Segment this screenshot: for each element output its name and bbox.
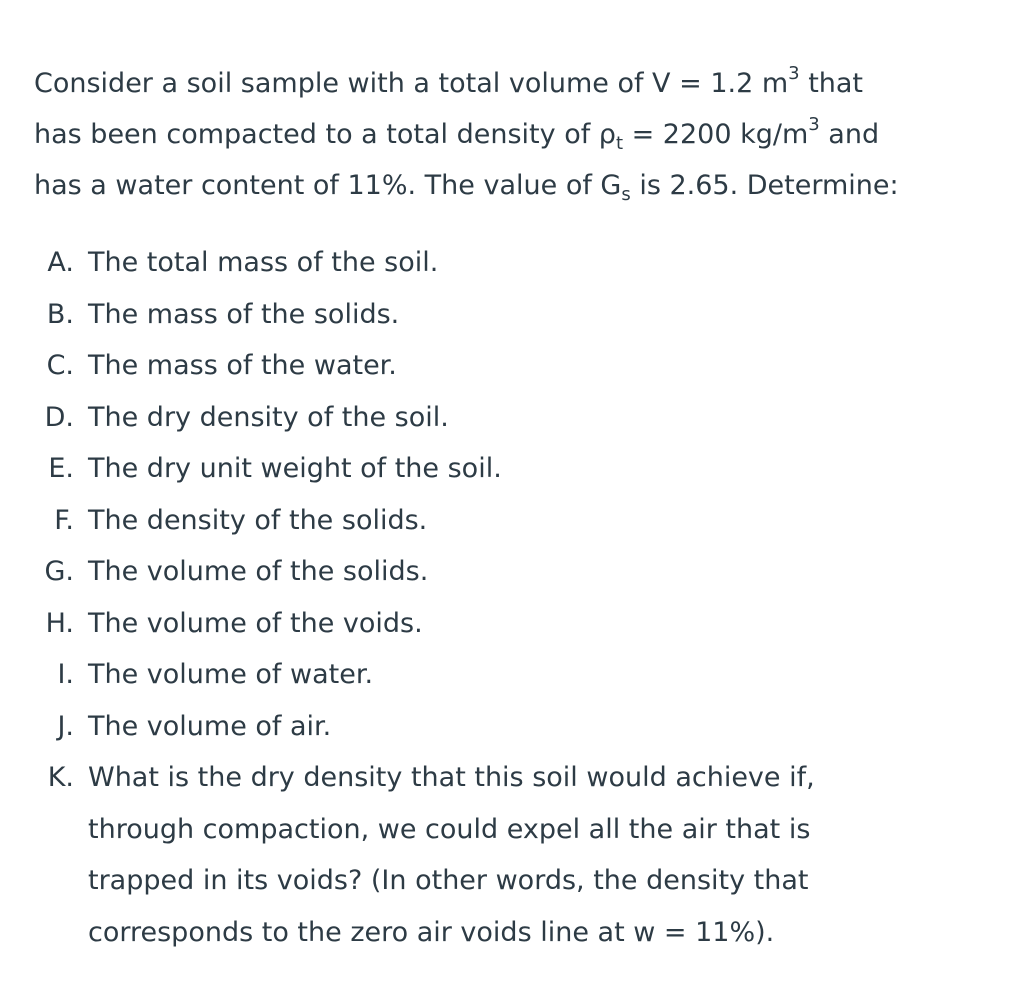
list-item-text: The volume of the voids. xyxy=(88,607,423,639)
list-item xyxy=(34,495,994,547)
intro-text: has been compacted to a total density of ρ xyxy=(34,119,616,150)
list-item xyxy=(34,649,994,701)
list-marker: A. xyxy=(47,247,74,278)
list-item-text: The volume of water. xyxy=(88,659,374,690)
list-item-text: The dry density of the soil. xyxy=(88,401,449,433)
list-item-text: The volume of the solids. xyxy=(88,556,429,587)
superscript: 3 xyxy=(788,63,800,84)
problem-statement xyxy=(34,58,994,211)
list-item-text: The total mass of the soil. xyxy=(88,247,439,278)
list-item xyxy=(34,701,994,753)
list-marker: D. xyxy=(44,401,74,433)
question-list xyxy=(34,237,994,958)
intro-text: = 2200 kg/m xyxy=(623,119,809,150)
list-marker: E. xyxy=(48,453,74,484)
question-content xyxy=(34,58,994,958)
list-item-text: The density of the solids. xyxy=(88,504,428,536)
list-item-text: The mass of the water. xyxy=(88,350,397,381)
list-item xyxy=(34,340,994,392)
list-marker: H. xyxy=(45,607,74,639)
list-item-text: The volume of air. xyxy=(88,710,332,742)
intro-text: Consider a soil sample with a total volume of V = 1.2 m xyxy=(34,68,789,99)
list-marker: F. xyxy=(54,504,74,536)
list-item xyxy=(34,546,994,598)
list-marker: I. xyxy=(57,659,74,690)
list-marker: K. xyxy=(47,762,74,793)
list-item-text: The mass of the solids. xyxy=(88,298,400,330)
subscript: s xyxy=(621,184,631,205)
intro-text: is 2.65. Determine: xyxy=(630,170,899,201)
list-item-text: What is the dry density that this soil would achieve if, through compaction, we could expel all the air that is trapped in its voids? (In other words, the density that corresponds to the zero air voids line at w = 11%). xyxy=(88,762,815,948)
list-marker: B. xyxy=(46,298,74,330)
subscript: t xyxy=(615,133,623,154)
list-item xyxy=(34,392,994,444)
list-item-text: The dry unit weight of the soil. xyxy=(88,453,502,484)
list-item xyxy=(34,237,994,289)
list-marker: J. xyxy=(57,710,74,742)
list-item xyxy=(34,752,994,958)
list-item xyxy=(34,289,994,341)
intro-text: and xyxy=(819,119,880,150)
intro-text: has a water content of 11%. The value of G xyxy=(34,170,622,201)
list-marker: C. xyxy=(46,350,74,381)
superscript: 3 xyxy=(808,114,820,135)
list-item xyxy=(34,443,994,495)
list-item xyxy=(34,598,994,650)
list-marker: G. xyxy=(44,556,74,587)
intro-text: that xyxy=(799,68,864,99)
